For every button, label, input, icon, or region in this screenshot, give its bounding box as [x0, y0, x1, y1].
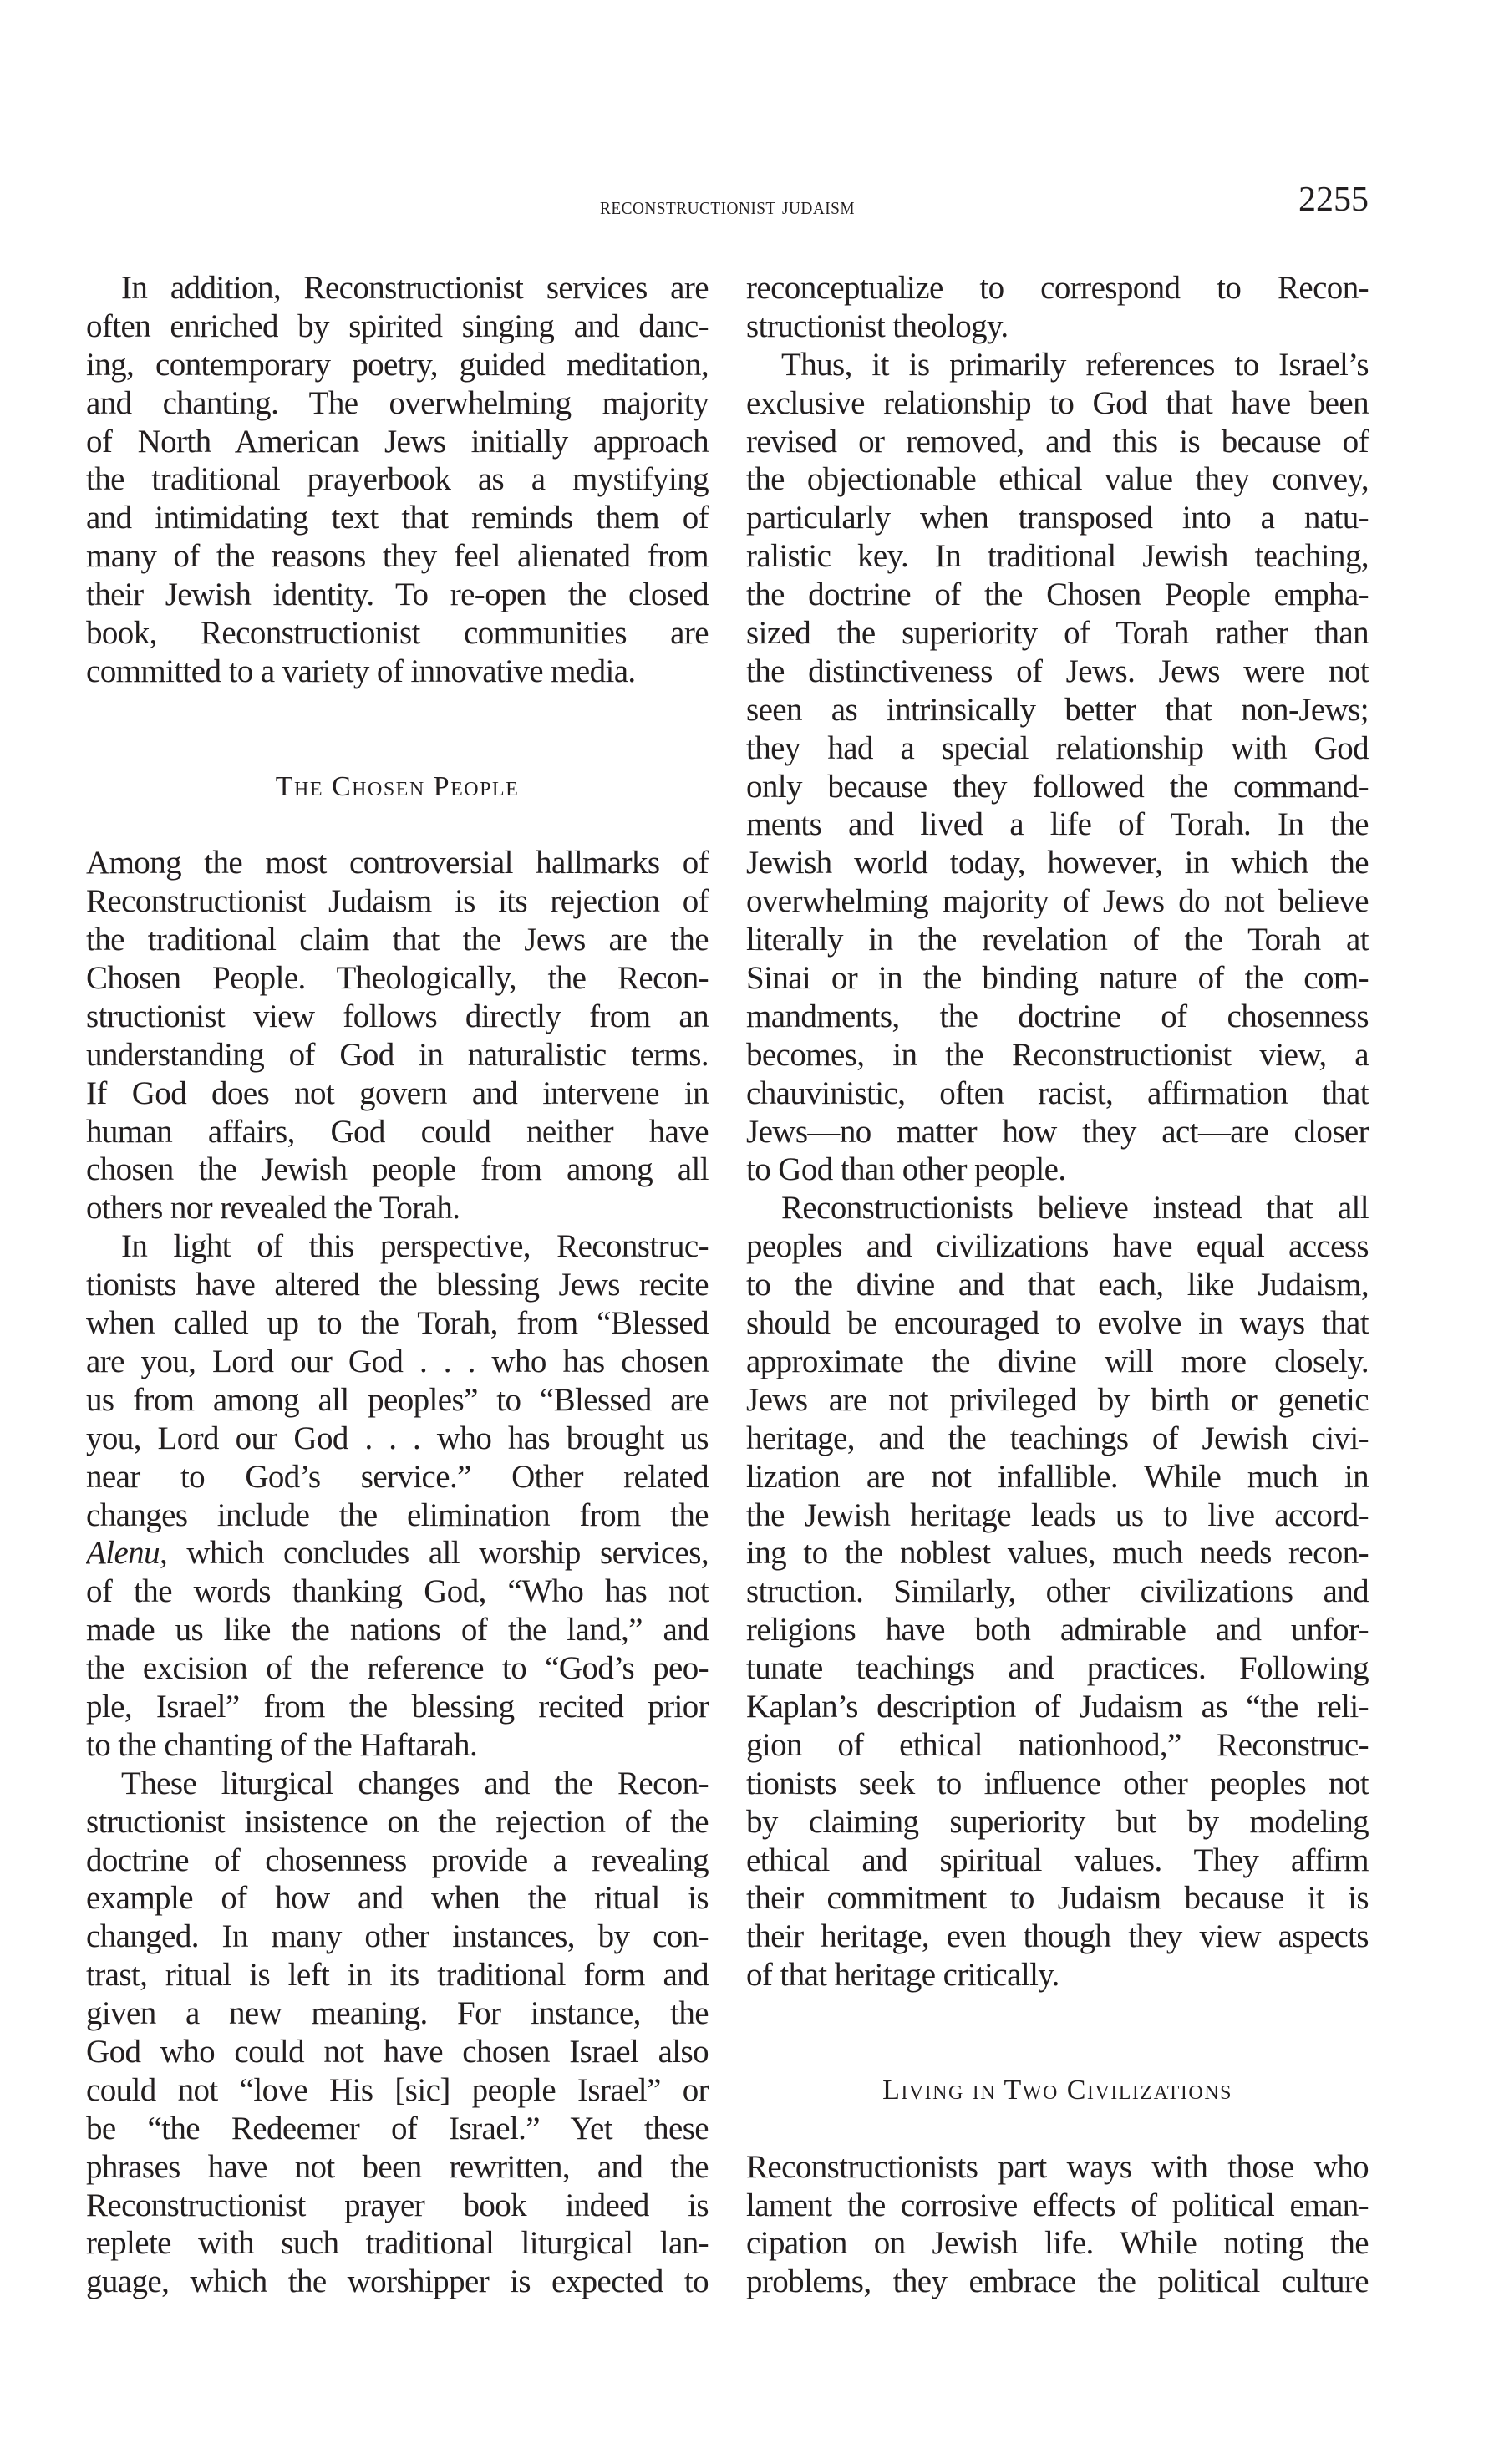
text-line: human affairs, God could neither have [86, 1113, 709, 1150]
text-line: the excision of the reference to “God’s peo- [86, 1650, 709, 1687]
text-line: guage, which the worshipper is expected to [86, 2263, 709, 2300]
text-line: Thus, it is primarily references to Israel’s [781, 346, 1369, 383]
text-line: changed. In many other instances, by con- [86, 1918, 709, 1955]
spacer [746, 1994, 1369, 2033]
text-line: should be encouraged to evolve in ways that [746, 1305, 1369, 1342]
section-heading: Living in Two Civilizations [882, 2074, 1232, 2106]
text-line: becomes, in the Reconstructionist view, a [746, 1036, 1369, 1073]
text-line: and intimidating text that reminds them of [86, 500, 709, 536]
text-line: doctrine of chosenness provide a revealing [86, 1842, 709, 1878]
spacer [746, 2033, 1369, 2071]
text-line: replete with such traditional liturgical lan- [86, 2225, 709, 2262]
text-line: Reconstructionist prayer book indeed is [86, 2187, 709, 2223]
text-line: made us like the nations of the land,” and [86, 1612, 709, 1649]
spacer [86, 691, 709, 729]
text-line: structionist theology. [746, 307, 1009, 344]
text-line: Sinai or in the binding nature of the com- [746, 960, 1369, 997]
text-line: tionists seek to influence other peoples not [746, 1765, 1369, 1801]
left-column [86, 269, 709, 2301]
text-line: These liturgical changes and the Recon- [121, 1765, 709, 1801]
text-line: given a new meaning. For instance, the [86, 1995, 709, 2032]
text-line: only because they followed the command- [746, 768, 1369, 805]
text-line: ralistic key. In traditional Jewish teaching, [746, 538, 1369, 575]
text-line: Kaplan’s description of Judaism as “the reli- [746, 1688, 1369, 1725]
text-line: could not “love His [sic] people Israel” or [86, 2071, 709, 2108]
text-line: their heritage, even though they view aspects [746, 1918, 1369, 1955]
text-line: understanding of God in naturalistic terms. [86, 1036, 709, 1073]
text-line: their Jewish identity. To re-open the closed [86, 577, 709, 613]
text-line: In light of this perspective, Reconstruc- [121, 1228, 709, 1265]
text-line: ing, contemporary poetry, guided meditation, [86, 346, 709, 383]
text-line: by claiming superiority but by modeling [746, 1803, 1369, 1840]
right-column [746, 269, 1369, 2301]
text-line: to the chanting of the Haftarah. [86, 1726, 478, 1763]
text-line: us from among all peoples” to “Blessed are [86, 1381, 709, 1418]
text-line: gion of ethical nationhood,” Reconstruc- [746, 1726, 1369, 1763]
text-line: If God does not govern and intervene in [86, 1075, 709, 1111]
text-line: heritage, and the teachings of Jewish civi- [746, 1420, 1369, 1456]
text-line: Alenu, which concludes all worship services, [86, 1535, 709, 1572]
text-line: struction. Similarly, other civilizations and [746, 1573, 1369, 1610]
text-line: example of how and when the ritual is [86, 1880, 709, 1917]
spacer [86, 805, 709, 844]
text-line: ple, Israel” from the blessing recited prior [86, 1688, 709, 1725]
text-line: be “the Redeemer of Israel.” Yet these [86, 2110, 709, 2146]
text-line: literally in the revelation of the Torah at [746, 922, 1369, 958]
text-line: near to God’s service.” Other related [86, 1458, 709, 1495]
text-line: trast, ritual is left in its traditional form and [86, 1957, 709, 1994]
text-line: overwhelming majority of Jews do not believe [746, 883, 1369, 920]
text-line: structionist insistence on the rejection of the [86, 1803, 709, 1840]
text-line: many of the reasons they feel alienated from [86, 538, 709, 575]
text-line: book, Reconstructionist communities are [86, 615, 709, 652]
text-line: Jews—no matter how they act—are closer [746, 1113, 1369, 1150]
spacer [746, 2110, 1369, 2148]
text-line: Jews are not privileged by birth or genetic [746, 1381, 1369, 1418]
text-line: others nor revealed the Torah. [86, 1190, 460, 1227]
text-line: ments and lived a life of Torah. In the [746, 806, 1369, 843]
text-line: ing to the noblest values, much needs recon- [746, 1535, 1369, 1572]
text-line: problems, they embrace the political culture [746, 2263, 1369, 2300]
text-line: the objectionable ethical value they convey, [746, 461, 1369, 498]
text-line: their commitment to Judaism because it is [746, 1880, 1369, 1917]
text-line: lization are not infallible. While much in [746, 1458, 1369, 1495]
text-line: lament the corrosive effects of political eman- [746, 2187, 1369, 2223]
text-line: when called up to the Torah, from “Blessed [86, 1305, 709, 1342]
text-line: of the words thanking God, “Who has not [86, 1573, 709, 1610]
running-head [86, 180, 1369, 220]
text-line: to the divine and that each, like Judaism, [746, 1267, 1369, 1303]
page-number: 2255 [1298, 180, 1369, 219]
running-head-title: reconstructionist judaism [599, 192, 856, 220]
text-line: Jewish world today, however, in which the [746, 845, 1369, 881]
text-line: chauvinistic, often racist, affirmation that [746, 1075, 1369, 1111]
text-line: structionist view follows directly from an [86, 998, 709, 1034]
text-line: Reconstructionist Judaism is its rejection of [86, 883, 709, 920]
spacer [86, 729, 709, 768]
text-line: religions have both admirable and unfor- [746, 1612, 1369, 1649]
text-line: you, Lord our God . . . who has brought us [86, 1420, 709, 1456]
text-line: of that heritage critically. [746, 1957, 1059, 1994]
text-line: Among the most controversial hallmarks of [86, 845, 709, 881]
text-line: tunate teachings and practices. Following [746, 1650, 1369, 1687]
text-line: are you, Lord our God . . . who has chosen [86, 1343, 709, 1379]
text-line: Chosen People. Theologically, the Recon- [86, 960, 709, 997]
text-line: chosen the Jewish people from among all [86, 1151, 709, 1188]
text-line: the doctrine of the Chosen People empha- [746, 577, 1369, 613]
text-line: often enriched by spirited singing and danc- [86, 307, 709, 344]
text-line: approximate the divine will more closely. [746, 1343, 1369, 1379]
text-line: changes include the elimination from the [86, 1496, 709, 1533]
text-line: reconceptualize to correspond to Recon- [746, 270, 1369, 306]
text-line: mandments, the doctrine of chosenness [746, 998, 1369, 1034]
text-line: sized the superiority of Torah rather than [746, 615, 1369, 652]
text-line: committed to a variety of innovative media. [86, 653, 636, 689]
text-line: the traditional claim that the Jews are the [86, 922, 709, 958]
text-line: exclusive relationship to God that have been [746, 384, 1369, 421]
text-line: particularly when transposed into a natu- [746, 500, 1369, 536]
text-line: they had a special relationship with God [746, 729, 1369, 766]
text-line: cipation on Jewish life. While noting the [746, 2225, 1369, 2262]
text-line: peoples and civilizations have equal access [746, 1228, 1369, 1265]
text-line: ethical and spiritual values. They affirm [746, 1842, 1369, 1878]
text-line: tionists have altered the blessing Jews recite [86, 1267, 709, 1303]
italic-term: Alenu [86, 1535, 160, 1572]
text-line: In addition, Reconstructionist services are [121, 270, 709, 306]
text-line: God who could not have chosen Israel also [86, 2033, 709, 2070]
text-line: phrases have not been rewritten, and the [86, 2148, 709, 2185]
text-line: the distinctiveness of Jews. Jews were not [746, 653, 1369, 689]
text-line: Reconstructionists part ways with those who [746, 2148, 1369, 2185]
text-line: seen as intrinsically better that non-Jews; [746, 691, 1369, 728]
text-line: Reconstructionists believe instead that all [781, 1190, 1369, 1227]
text-line: revised or removed, and this is because of [746, 423, 1369, 460]
text-line: of North American Jews initially approach [86, 423, 709, 460]
text-line: and chanting. The overwhelming majority [86, 384, 709, 421]
section-heading: The Chosen People [275, 770, 520, 802]
text-line: the Jewish heritage leads us to live accord- [746, 1496, 1369, 1533]
text-line: the traditional prayerbook as a mystifying [86, 461, 709, 498]
text-line: to God than other people. [746, 1151, 1066, 1188]
